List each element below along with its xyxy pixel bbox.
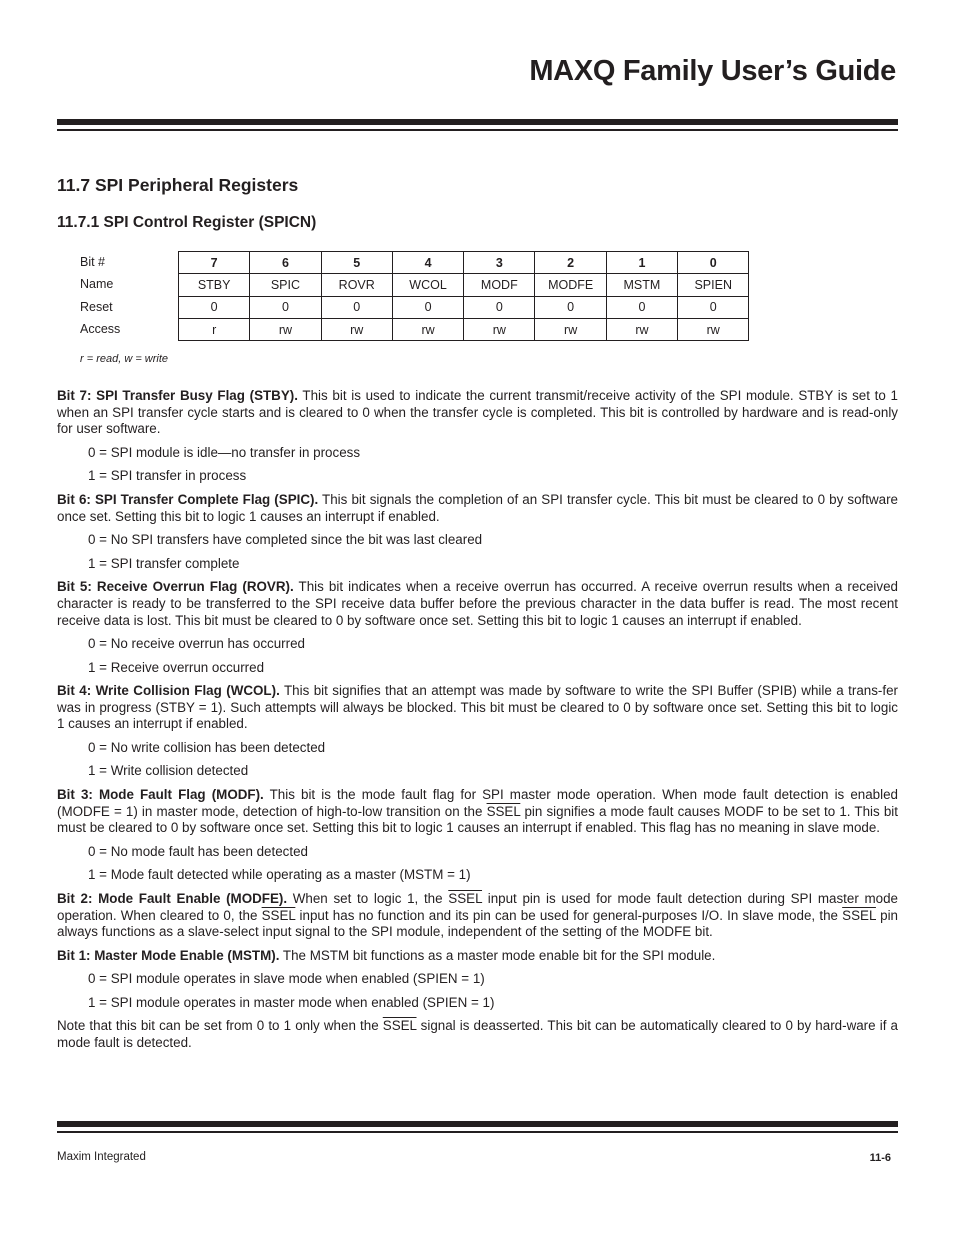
bit6-description bbox=[57, 492, 898, 525]
bit3-text-a: This bit is the mode fault flag for SPI master mode operation. When mode fault detection is enabled (MODFE = 1) in master mode, detection of high-to-low transition on the bbox=[57, 786, 898, 819]
subsection-heading: 11.7.1 SPI Control Register (SPICN) bbox=[57, 214, 317, 231]
bit6-heading: Bit 6: SPI Transfer Complete Flag (SPIC). bbox=[57, 491, 319, 507]
bit1-text: The MSTM bit functions as a master mode enable bit for the SPI module. bbox=[279, 947, 716, 963]
register-table bbox=[178, 251, 749, 341]
bit-descriptions bbox=[57, 388, 898, 1058]
header-rule-thin bbox=[57, 129, 898, 131]
bit-cell: 7 bbox=[179, 252, 250, 274]
bit5-description bbox=[57, 579, 898, 629]
bit1-note-a: Note that this bit can be set from 0 to 1 only when the bbox=[57, 1018, 383, 1034]
bit4-value-0: 0 = No write collision has been detected bbox=[88, 739, 326, 755]
bit1-note-b: signal is deasserted. This bit can be automatically cleared to 0 by hard-ware if a mode fault is detected. bbox=[57, 1018, 898, 1050]
bit-cell: 6 bbox=[250, 252, 321, 274]
ssel-signal: SSEL bbox=[261, 907, 296, 923]
bit5-value-1: 1 = Receive overrun occurred bbox=[88, 659, 265, 675]
access-cell: rw bbox=[606, 318, 677, 340]
bit-cell: 4 bbox=[392, 252, 463, 274]
ssel-signal: SSEL bbox=[382, 1018, 417, 1034]
reset-row bbox=[179, 296, 749, 318]
ssel-signal: SSEL bbox=[842, 907, 876, 923]
access-row bbox=[179, 318, 749, 340]
reset-cell: 0 bbox=[321, 296, 392, 318]
bit4-text: This bit signifies that an attempt was made by software to write the SPI Buffer (SPIB) while a trans-fer was in progress (STBY = 1). Such attempts will always be blocked. This bit must be cleared to 0 by software once set. Setting this bit to logic 1 causes an interrupt if enabled. bbox=[57, 683, 898, 732]
bit3-description bbox=[57, 787, 898, 837]
reset-cell: 0 bbox=[464, 296, 535, 318]
bit2-text-b: input pin is used for mode fault detection during SPI master mode operation. When cleared to 0, the bbox=[57, 890, 898, 923]
page-title: MAXQ Family User’s Guide bbox=[529, 55, 896, 87]
row-label-bit: Bit # bbox=[80, 255, 106, 269]
name-cell: SPIEN bbox=[678, 274, 749, 296]
bit1-value-1: 1 = SPI module operates in master mode when enabled (SPIEN = 1) bbox=[88, 994, 495, 1010]
reset-cell: 0 bbox=[250, 296, 321, 318]
bit2-description bbox=[57, 891, 898, 941]
ssel-signal: SSEL bbox=[448, 890, 483, 906]
section-heading: 11.7 SPI Peripheral Registers bbox=[57, 175, 299, 195]
access-cell: rw bbox=[464, 318, 535, 340]
footer-rule-thin bbox=[57, 1131, 898, 1133]
ssel-signal: SSEL bbox=[486, 803, 521, 819]
footer-company: Maxim Integrated bbox=[57, 1151, 146, 1163]
bit2-text-c: input has no function and its pin can be used for general-purposes I/O. In slave mode, the bbox=[295, 907, 843, 923]
bit-cell: 2 bbox=[535, 252, 606, 274]
row-label-access: Access bbox=[80, 321, 121, 336]
bit2-text-a: When set to logic 1, the bbox=[287, 890, 449, 906]
name-cell: MODFE bbox=[535, 274, 606, 296]
bit-cell: 0 bbox=[678, 252, 749, 274]
bit1-heading: Bit 1: Master Mode Enable (MSTM). bbox=[57, 947, 280, 963]
bit-cell: 3 bbox=[464, 252, 535, 274]
bit7-value-1: 1 = SPI transfer in process bbox=[88, 468, 247, 484]
access-cell: r bbox=[179, 318, 250, 340]
bit6-value-1: 1 = SPI transfer complete bbox=[88, 555, 240, 571]
bit-number-row bbox=[179, 252, 749, 274]
bit1-description bbox=[57, 948, 898, 965]
reset-cell: 0 bbox=[392, 296, 463, 318]
bit3-heading: Bit 3: Mode Fault Flag (MODF). bbox=[57, 786, 264, 802]
bit3-value-0: 0 = No mode fault has been detected bbox=[88, 843, 308, 859]
bit7-text: This bit is used to indicate the current transmit/receive activity of the SPI module. STBY is set to 1 when an SPI transfer cycle starts and is cleared to 0 when the transfer cycle is completed. This bit is controlled by hardware and is read-only for user software. bbox=[57, 388, 898, 437]
name-cell: WCOL bbox=[392, 274, 463, 296]
name-cell: MODF bbox=[464, 274, 535, 296]
register-row-labels bbox=[80, 251, 120, 340]
access-cell: rw bbox=[535, 318, 606, 340]
name-row bbox=[179, 274, 749, 296]
bit2-text-d: pin always functions as a slave-select input signal to the SPI module, independent of the setting of the MODFE bit. bbox=[57, 907, 898, 940]
footer-rule-thick bbox=[57, 1121, 898, 1127]
reset-cell: 0 bbox=[179, 296, 250, 318]
page-number: 11-6 bbox=[869, 1152, 891, 1164]
reset-cell: 0 bbox=[678, 296, 749, 318]
access-cell: rw bbox=[250, 318, 321, 340]
bit1-note bbox=[57, 1018, 898, 1051]
bit5-text: This bit indicates when a receive overrun has occurred. A receive overrun results when a received character is ready to be transferred to the SPI receive data buffer before the previous character in the data buffer is read. The most recent receive data is lost. This bit must be cleared to 0 by software once set. Setting this bit to logic 1 causes an interrupt if enabled. bbox=[57, 579, 898, 628]
bit-cell: 5 bbox=[321, 252, 392, 274]
bit7-heading: Bit 7: SPI Transfer Busy Flag (STBY). bbox=[57, 388, 298, 403]
bit6-value-0: 0 = No SPI transfers have completed since the bit was last cleared bbox=[88, 532, 483, 548]
bit6-text: This bit signals the completion of an SPI transfer cycle. This bit must be cleared to 0 by software once set. Setting this bit to logic 1 causes an interrupt if enabled. bbox=[57, 491, 898, 524]
bit1-value-0: 0 = SPI module operates in slave mode when enabled (SPIEN = 1) bbox=[88, 971, 485, 987]
bit3-value-1: 1 = Mode fault detected while operating as a master (MSTM = 1) bbox=[88, 867, 471, 883]
row-label-reset: Reset bbox=[80, 299, 113, 314]
name-cell: MSTM bbox=[606, 274, 677, 296]
access-cell: rw bbox=[678, 318, 749, 340]
name-cell: ROVR bbox=[321, 274, 392, 296]
bit7-value-0: 0 = SPI module is idle—no transfer in process bbox=[88, 444, 361, 460]
bit7-description bbox=[57, 388, 898, 438]
name-cell: SPIC bbox=[250, 274, 321, 296]
bit-cell: 1 bbox=[606, 252, 677, 274]
reset-cell: 0 bbox=[535, 296, 606, 318]
bit5-value-0: 0 = No receive overrun has occurred bbox=[88, 636, 305, 652]
bit4-heading: Bit 4: Write Collision Flag (WCOL). bbox=[57, 683, 280, 699]
access-cell: rw bbox=[321, 318, 392, 340]
bit4-description bbox=[57, 683, 898, 733]
bit5-heading: Bit 5: Receive Overrun Flag (ROVR). bbox=[57, 579, 294, 595]
access-legend: r = read, w = write bbox=[80, 353, 169, 365]
bit4-value-1: 1 = Write collision detected bbox=[88, 763, 249, 779]
access-cell: rw bbox=[392, 318, 463, 340]
name-cell: STBY bbox=[179, 274, 250, 296]
header-rule-thick bbox=[57, 119, 898, 125]
bit2-heading: Bit 2: Mode Fault Enable (MODFE). bbox=[57, 890, 288, 906]
bit3-text-b: pin signifies a mode fault causes MODF to be set to 1. This bit must be cleared to 0 by software once set. Setting this bit to logic 1 causes an interrupt if enabled. This flag has no meaning in slave mode. bbox=[57, 803, 898, 836]
row-label-name: Name bbox=[80, 277, 114, 292]
reset-cell: 0 bbox=[606, 296, 677, 318]
